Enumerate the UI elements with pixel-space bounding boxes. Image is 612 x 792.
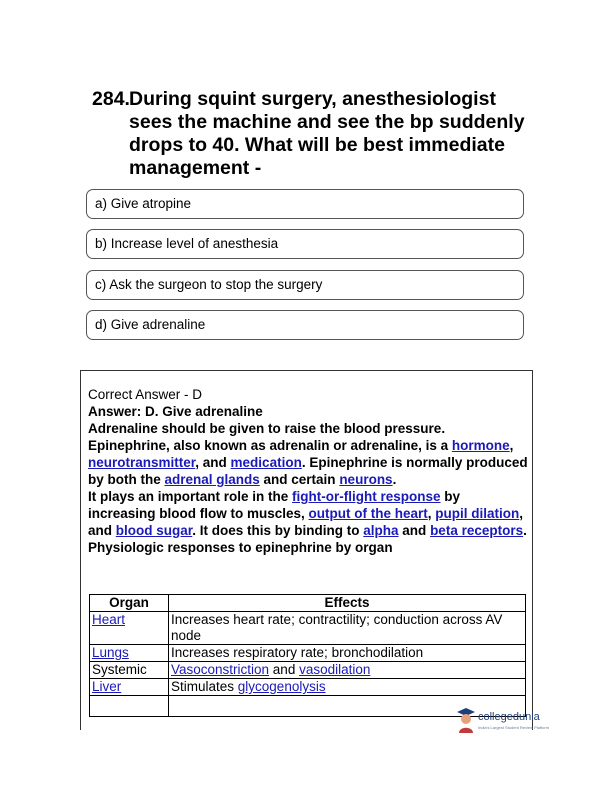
text-span: . Epinephrine is normally produced by both the [88, 455, 528, 487]
organ-cell [90, 696, 169, 717]
link-hormone[interactable]: hormone [451, 438, 510, 453]
table-row [90, 679, 526, 696]
text-span: . It does this by binding to [192, 523, 364, 538]
organ-cell: Systemic [90, 662, 169, 679]
text-span: , and [195, 455, 231, 470]
epinephrine-paragraph [88, 437, 528, 488]
option-d[interactable]: d) Give adrenaline [86, 310, 524, 340]
table-header-row [90, 595, 526, 612]
text-span: , [509, 438, 514, 453]
header-organ: Organ [90, 595, 169, 612]
organ-cell [90, 612, 169, 645]
text-span: , and [88, 506, 524, 538]
link-alpha[interactable]: alpha [363, 523, 399, 538]
link-vasodilation[interactable]: vasodilation [299, 662, 371, 677]
question-text: During squint surgery, anesthesiologist sees the machine and see the bp suddenly drops to 40. What will be best immediate management - [129, 88, 525, 179]
graduate-icon [456, 707, 476, 733]
link-output-of-heart[interactable]: output of the heart [308, 506, 428, 521]
answer-line: Answer: D. Give adrenaline [88, 404, 263, 419]
organ-cell [90, 679, 169, 696]
text-span: by increasing blood flow to muscles, [88, 489, 461, 521]
text-span: and [269, 662, 300, 677]
option-c[interactable]: c) Ask the surgeon to stop the surgery [86, 270, 524, 300]
link-medication[interactable]: medication [230, 455, 302, 470]
link-heart[interactable]: Heart [92, 612, 126, 627]
explanation-line: Adrenaline should be given to raise the blood pressure. [88, 421, 446, 436]
effect-cell: Increases heart rate; contractility; conduction across AV node [169, 612, 526, 645]
text-span: Epinephrine, also known as adrenalin or adrenaline, is a [88, 438, 452, 453]
logo-name: collegedunia [478, 711, 540, 723]
answer-box [80, 370, 533, 730]
table-row [90, 645, 526, 662]
link-vasoconstriction[interactable]: Vasoconstriction [171, 662, 270, 677]
effect-cell [169, 679, 526, 696]
text-span: It plays an important role in the [88, 489, 293, 504]
collegedunia-logo[interactable] [456, 707, 566, 739]
table-title: Physiologic responses to epinephrine by organ [88, 540, 393, 555]
link-beta-receptors[interactable]: beta receptors [430, 523, 524, 538]
header-effects: Effects [169, 595, 526, 612]
link-blood-sugar[interactable]: blood sugar [115, 523, 193, 538]
logo-tagline: India's Largest Student Review Platform [478, 725, 550, 730]
link-neurons[interactable]: neurons [339, 472, 393, 487]
effect-cell: Increases respiratory rate; bronchodilation [169, 645, 526, 662]
answer-content [88, 386, 528, 556]
option-b[interactable]: b) Increase level of anesthesia [86, 229, 524, 259]
link-adrenal-glands[interactable]: adrenal glands [164, 472, 260, 487]
response-table [89, 594, 526, 717]
text-span: . [523, 523, 527, 538]
link-glycogenolysis[interactable]: glycogenolysis [237, 679, 326, 694]
question-number: 284. [92, 88, 130, 110]
correct-answer-line: Correct Answer - D [88, 387, 203, 402]
link-liver[interactable]: Liver [92, 679, 122, 694]
text-span: , [427, 506, 436, 521]
text-span: . [392, 472, 397, 487]
table-row [90, 612, 526, 645]
table-row [90, 662, 526, 679]
link-pupil-dilation[interactable]: pupil dilation [435, 506, 520, 521]
organ-cell [90, 645, 169, 662]
link-lungs[interactable]: Lungs [92, 645, 129, 660]
link-neurotransmitter[interactable]: neurotransmitter [88, 455, 196, 470]
role-paragraph [88, 488, 528, 539]
text-span: Stimulates [171, 679, 238, 694]
text-span: and certain [259, 472, 340, 487]
link-fight-or-flight[interactable]: fight-or-flight response [292, 489, 441, 504]
effect-cell [169, 662, 526, 679]
text-span: and [398, 523, 431, 538]
option-a[interactable]: a) Give atropine [86, 189, 524, 219]
